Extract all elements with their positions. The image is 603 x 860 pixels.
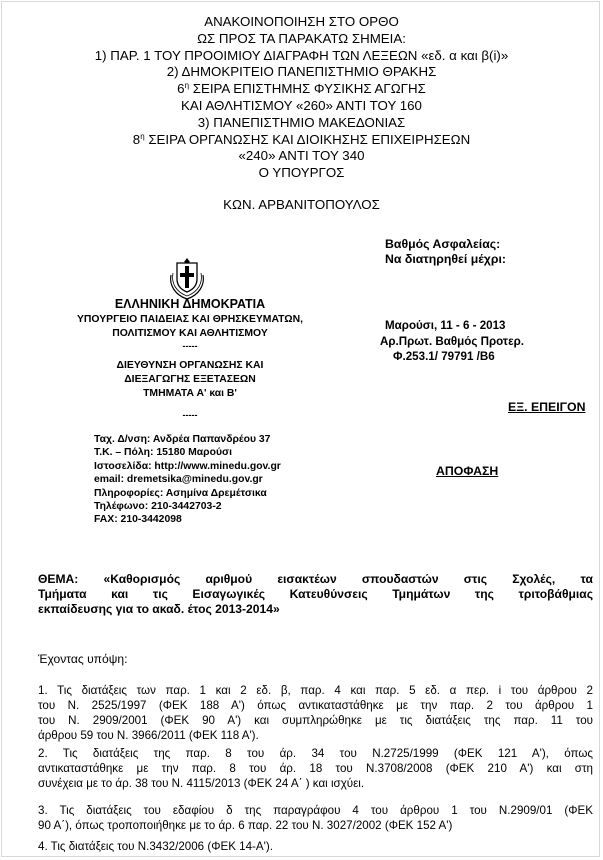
subject-line: Τμήματα και τις Εισαγωγικές Κατευθύνσεις Τμημάτων της τριτοβάθμιας <box>38 587 593 601</box>
announcement-line: ΑΝΑΚΟΙΝΟΠΟΙΗΣΗ ΣΤΟ ΟΡΘΟ <box>204 14 399 29</box>
minister-name: ΚΩΝ. ΑΡΒΑΝΙΤΟΠΟΥΛΟΣ <box>223 196 380 212</box>
announcement-line: ΚΑΙ ΑΘΛΗΤΙΣΜΟΥ «260» ΑΝΤΙ ΤΟΥ 160 <box>181 97 422 113</box>
ordinal-suffix: η <box>184 81 190 91</box>
announcement-text: ΣΕΙΡΑ ΟΡΓΑΝΩΣΗΣ ΚΑΙ ΔΙΟΙΚΗΣΗΣ ΕΠΙΧΕΙΡΗΣΕΩΝ <box>144 131 471 147</box>
contact-address: Ταχ. Δ/νση: Ανδρέα Παπανδρέου 37 <box>94 434 271 445</box>
announcement-line: 2) ΔΗΜΟΚΡΙΤΕΙΟ ΠΑΝΕΠΙΣΤΗΜΙΟ ΘΡΑΚΗΣ <box>166 64 437 80</box>
announcement-line: ΩΣ ΠΡΟΣ ΤΑ ΠΑΡΑΚΑΤΩ ΣΗΜΕΙΑ: <box>197 30 406 46</box>
protocol-label: Αρ.Πρωτ. Βαθμός Προτερ. <box>380 334 524 348</box>
item-line: του Ν. 2909/2001 (ΦΕΚ 90 Α') και συμπληρώθηκε με τις διατάξεις της παρ. 11 του <box>38 714 593 727</box>
subject-line: εκπαίδευσης για το ακαδ. έτος 2013-2014» <box>38 602 280 616</box>
protocol-number: Φ.253.1/ 79791 /Β6 <box>393 350 495 363</box>
contact-info: Πληροφορίες: Ασημίνα Δρεμέτσικα <box>94 487 267 499</box>
announcement-line: 1) ΠΑΡ. 1 ΤΟΥ ΠΡΟΟΙΜΙΟΥ ΔΙΑΓΡΑΦΗ ΤΩΝ ΛΕΞΕΩΝ «εδ. α και β(i)» <box>94 47 509 63</box>
contact-phone: Τηλέφωνο: 210-3442703-2 <box>94 501 222 513</box>
item-line: 3. Τις διατάξεις του εδαφίου δ της παραγράφου 4 του άρθρου 1 του Ν.2909/01 (ΦΕΚ <box>38 804 593 817</box>
separator: ----- <box>182 410 198 420</box>
considering-heading: Έχοντας υπόψη: <box>38 652 128 666</box>
list-item <box>38 746 593 791</box>
ordinal-number: 6 <box>177 81 185 97</box>
ordinal-number: 8 <box>132 131 141 147</box>
subject-line: ΘΕΜΑ: «Καθορισμός αριθμού εισακτέων σπουδαστών στις Σχολές, τα <box>38 572 593 586</box>
decision-heading: ΑΠΟΦΑΣΗ <box>436 464 499 478</box>
coat-of-arms-icon <box>165 257 209 301</box>
security-level: Βαθμός Ασφαλείας: <box>385 237 501 251</box>
department-line: ΔΙΕΥΘΥΝΣΗ ΟΡΓΑΝΩΣΗΣ ΚΑΙ <box>116 360 264 371</box>
item-line: άρθρου 59 του Ν. 3966/2011 (ΦΕΚ 118 Α'). <box>38 729 259 742</box>
list-item <box>38 803 593 833</box>
department-line: ΔΙΕΞΑΓΩΓΗΣ ΕΞΕΤΑΣΕΩΝ <box>124 374 256 385</box>
item-line: συνέχεια με το άρ. 38 του Ν. 4115/2013 (ΦΕΚ 24 Α΄ ) και ισχύει. <box>38 777 365 790</box>
item-line: αντικαταστάθηκε με την παρ. 8 του άρ. 18 του Ν.3708/2008 (ΦΕΚ 210 Α') και στη <box>38 762 593 775</box>
ministry-line: ΥΠΟΥΡΓΕΙΟ ΠΑΙΔΕΙΑΣ ΚΑΙ ΘΡΗΣΚΕΥΜΑΤΩΝ, <box>76 314 303 325</box>
announcement-line: Ο ΥΠΟΥΡΓΟΣ <box>258 165 345 181</box>
place-date: Μαρούσι, 11 - 6 - 2013 <box>385 319 506 332</box>
item-line: 90 Α΄), όπως τροποποιήθηκε με το άρ. 6 παρ. 22 του Ν. 3027/2002 (ΦΕΚ 152 Α') <box>38 819 453 832</box>
announcement-line: 3) ΠΑΝΕΠΙΣΤΗΜΙΟ ΜΑΚΕΔΟΝΙΑΣ <box>197 114 406 130</box>
ordinal-suffix: η <box>140 131 145 141</box>
contact-website: Ιστοσελίδα: http://www.minedu.gov.gr <box>94 460 281 472</box>
department-name <box>40 359 340 401</box>
list-item <box>38 839 593 854</box>
retention-until: Να διατηρηθεί μέχρι: <box>385 252 506 266</box>
document-info <box>380 318 524 365</box>
separator: ----- <box>182 341 198 351</box>
announcement-text: ΣΕΙΡΑ ΕΠΙΣΤΗΜΗΣ ΦΥΣΙΚΗΣ ΑΓΩΓΗΣ <box>189 81 426 97</box>
item-line: 4. Τις διατάξεις του Ν.3432/2006 (ΦΕΚ 14-Α'). <box>38 840 273 853</box>
ministry-name <box>40 313 340 351</box>
security-block <box>385 237 506 267</box>
department-line: ΤΜΗΜΑΤΑ Α' και Β' <box>143 388 237 399</box>
contact-postal: Τ.Κ. – Πόλη: 15180 Μαρούσι <box>94 447 232 459</box>
urgency-label: ΕΞ. ΕΠΕΙΓΟΝ <box>508 400 586 414</box>
list-item <box>38 683 593 743</box>
republic-title: ΕΛΛΗΝΙΚΗ ΔΗΜΟΚΡΑΤΙΑ <box>114 297 266 311</box>
item-line: 2. Τις διατάξεις της παρ. 8 του άρ. 34 του Ν.2725/1999 (ΦΕΚ 121 Α'), όπως <box>38 747 593 760</box>
announcement-line: «240» ΑΝΤΙ ΤΟΥ 340 <box>238 148 365 164</box>
ministry-line: ΠΟΛΙΤΙΣΜΟΥ ΚΑΙ ΑΘΛΗΤΙΣΜΟΥ <box>112 328 268 339</box>
contact-block <box>94 433 281 527</box>
item-line: του Ν. 2525/1997 (ΦΕΚ 188 Α') όπως αντικαταστάθηκε με την παρ. 2 του άρθρου 1 <box>38 699 593 712</box>
announcement-line <box>0 81 603 98</box>
subject-block <box>38 572 593 617</box>
announcement-line <box>0 132 603 149</box>
contact-email: email: dremetsika@minedu.gov.gr <box>94 474 263 486</box>
contact-fax: FAX: 210-3442098 <box>94 514 182 526</box>
item-line: 1. Τις διατάξεις των παρ. 1 και 2 εδ. β, παρ. 4 και παρ. 5 εδ. α περ. i του άρθρου 2 <box>38 684 593 697</box>
announcement-block <box>0 14 603 214</box>
